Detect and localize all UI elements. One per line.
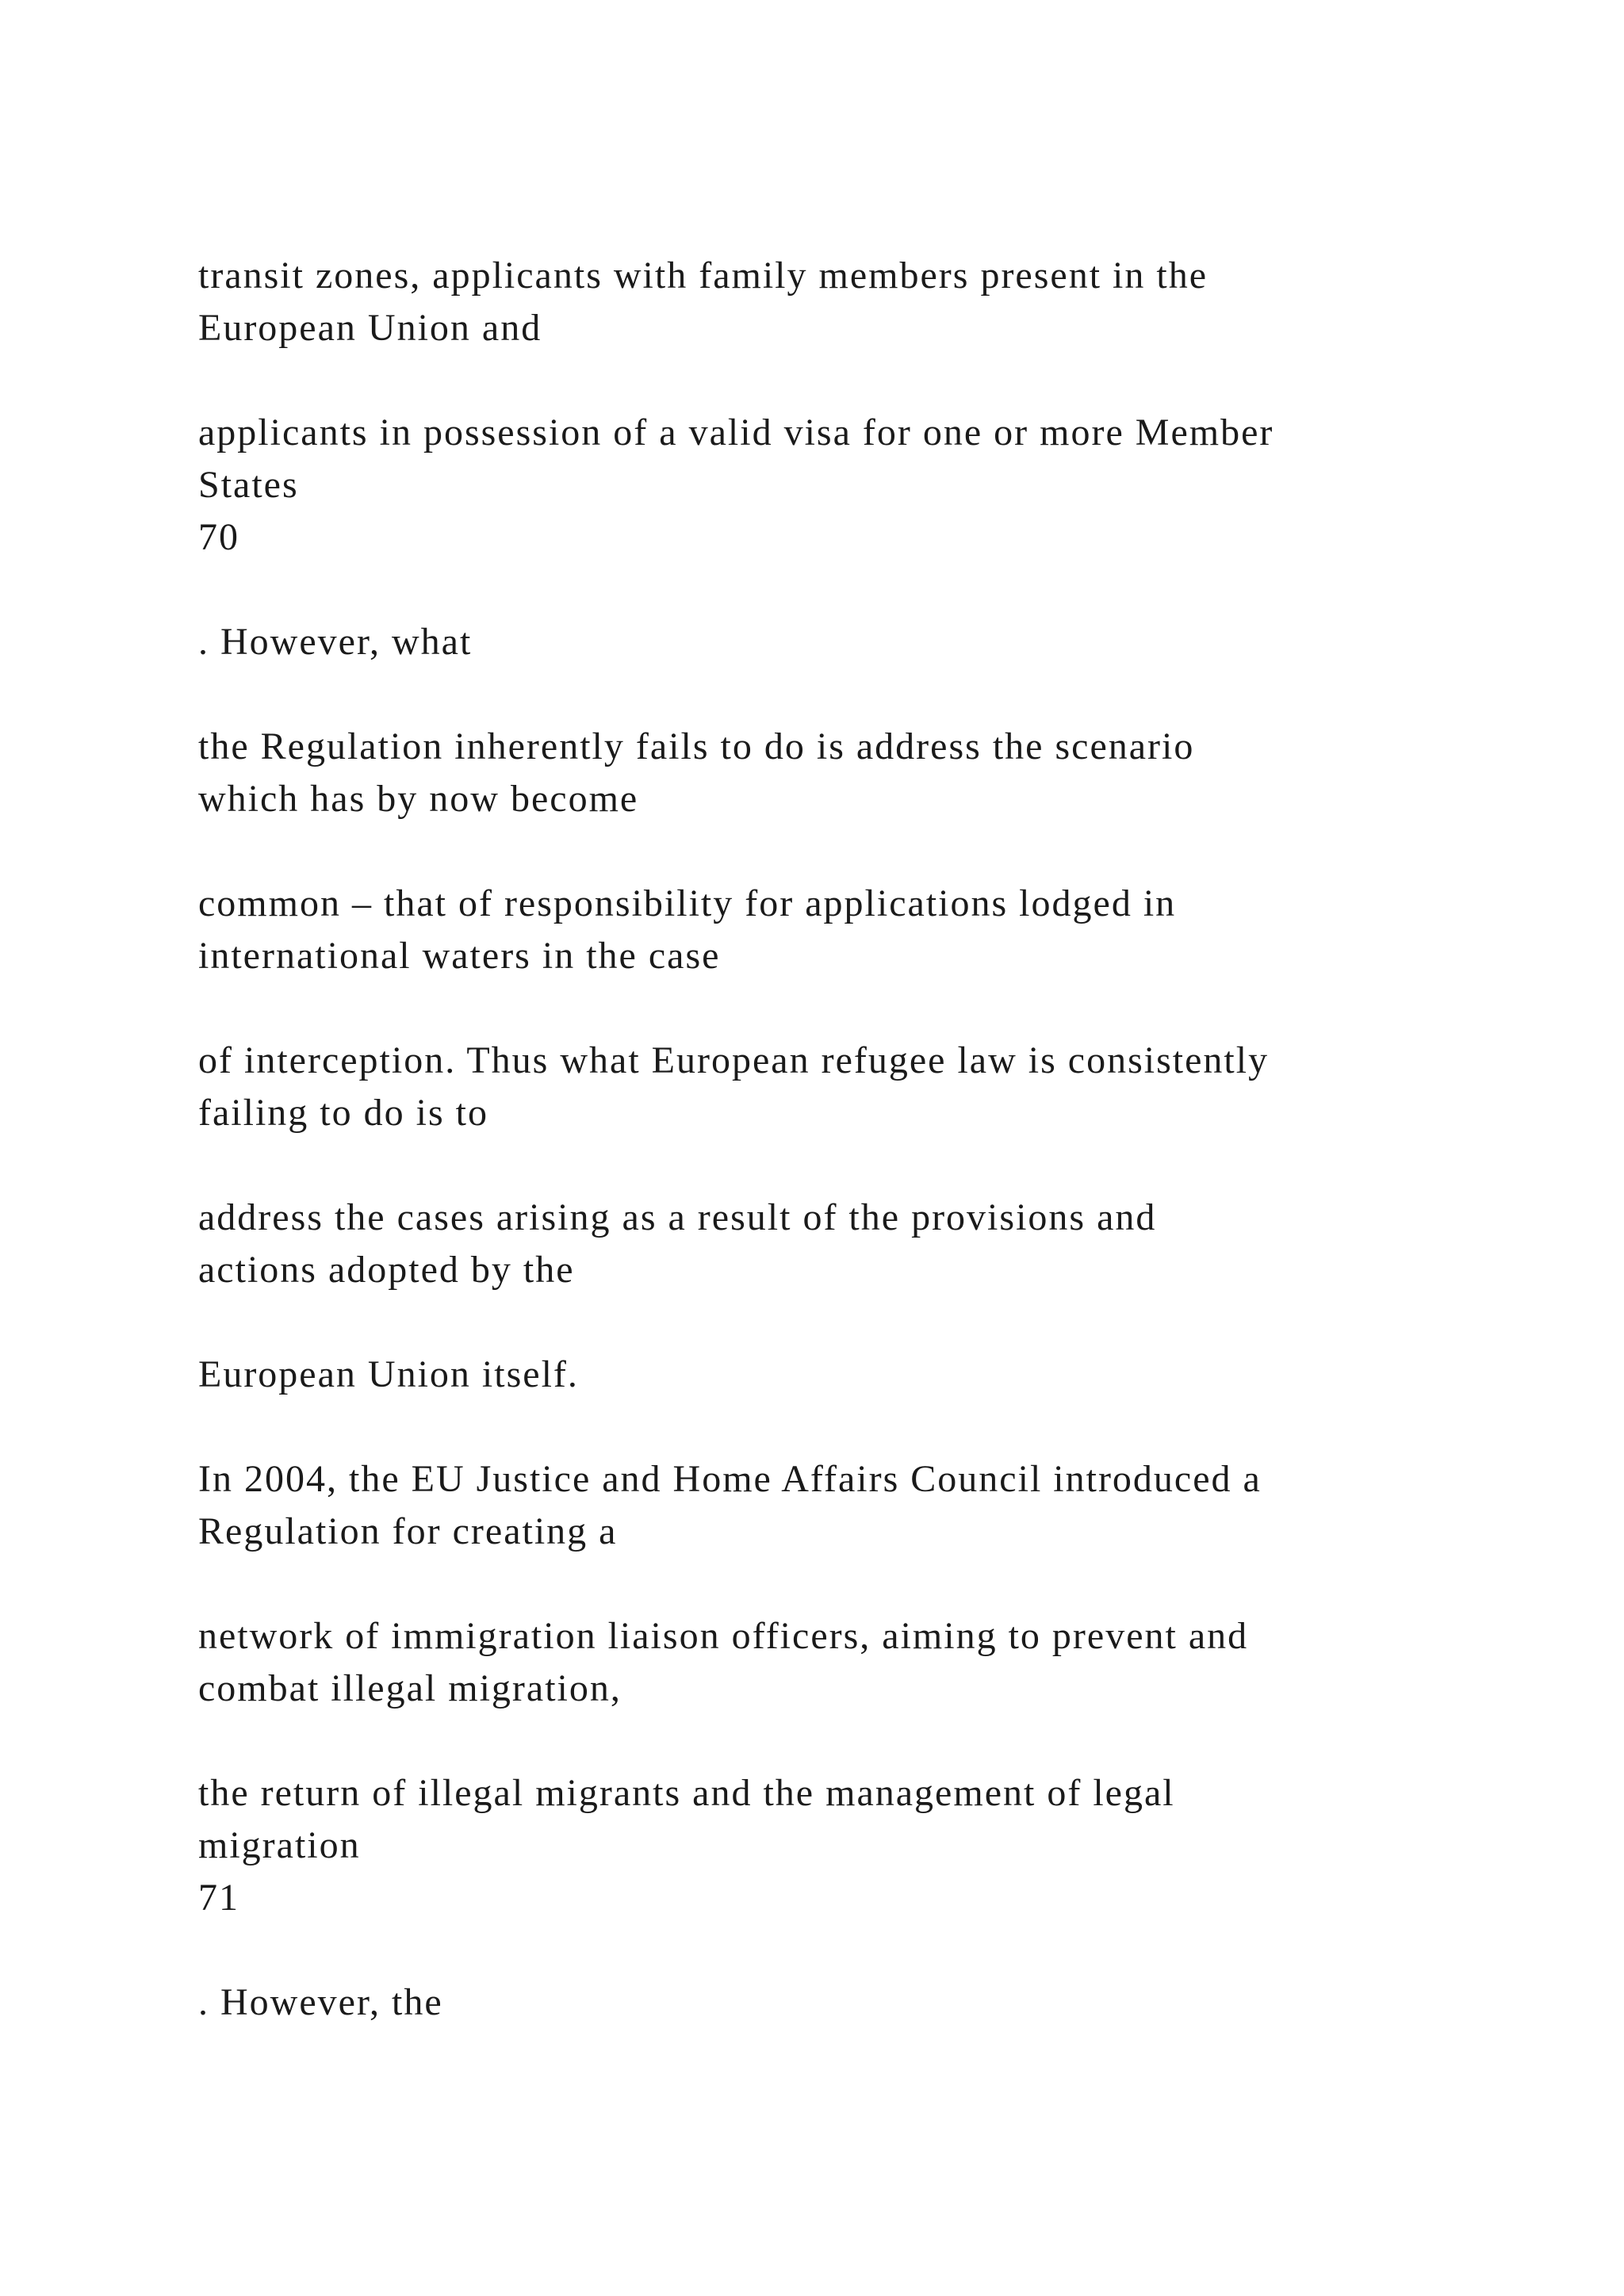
footnote-marker: 70	[198, 516, 239, 558]
text-line: . However, what	[198, 621, 473, 663]
text-line: migration	[198, 1824, 361, 1866]
text-line: European Union and	[198, 307, 542, 349]
text-line: address the cases arising as a result of the provisions and	[198, 1196, 1157, 1238]
text-line: combat illegal migration,	[198, 1667, 622, 1709]
text-line: network of immigration liaison officers, aiming to prevent and	[198, 1615, 1249, 1657]
text-line: common – that of responsibility for applications lodged in	[198, 882, 1177, 924]
text-line: In 2004, the EU Justice and Home Affairs Council introduced a	[198, 1458, 1262, 1500]
text-line: of interception. Thus what European refugee law is consistently	[198, 1039, 1270, 1081]
text-line: European Union itself.	[198, 1353, 579, 1395]
text-line: . However, the	[198, 1981, 443, 2023]
text-line: States	[198, 464, 299, 506]
text-line: the Regulation inherently fails to do is address the scenario	[198, 725, 1195, 767]
text-line: which has by now become	[198, 778, 639, 820]
text-line: failing to do is to	[198, 1092, 488, 1134]
text-line: transit zones, applicants with family members present in the	[198, 254, 1208, 297]
text-line: applicants in possession of a valid visa for one or more Member	[198, 411, 1274, 453]
text-line: the return of illegal migrants and the management of legal	[198, 1772, 1175, 1814]
text-line: international waters in the case	[198, 935, 721, 977]
text-line: Regulation for creating a	[198, 1510, 618, 1552]
text-line: actions adopted by the	[198, 1249, 575, 1291]
footnote-marker: 71	[198, 1877, 239, 1919]
